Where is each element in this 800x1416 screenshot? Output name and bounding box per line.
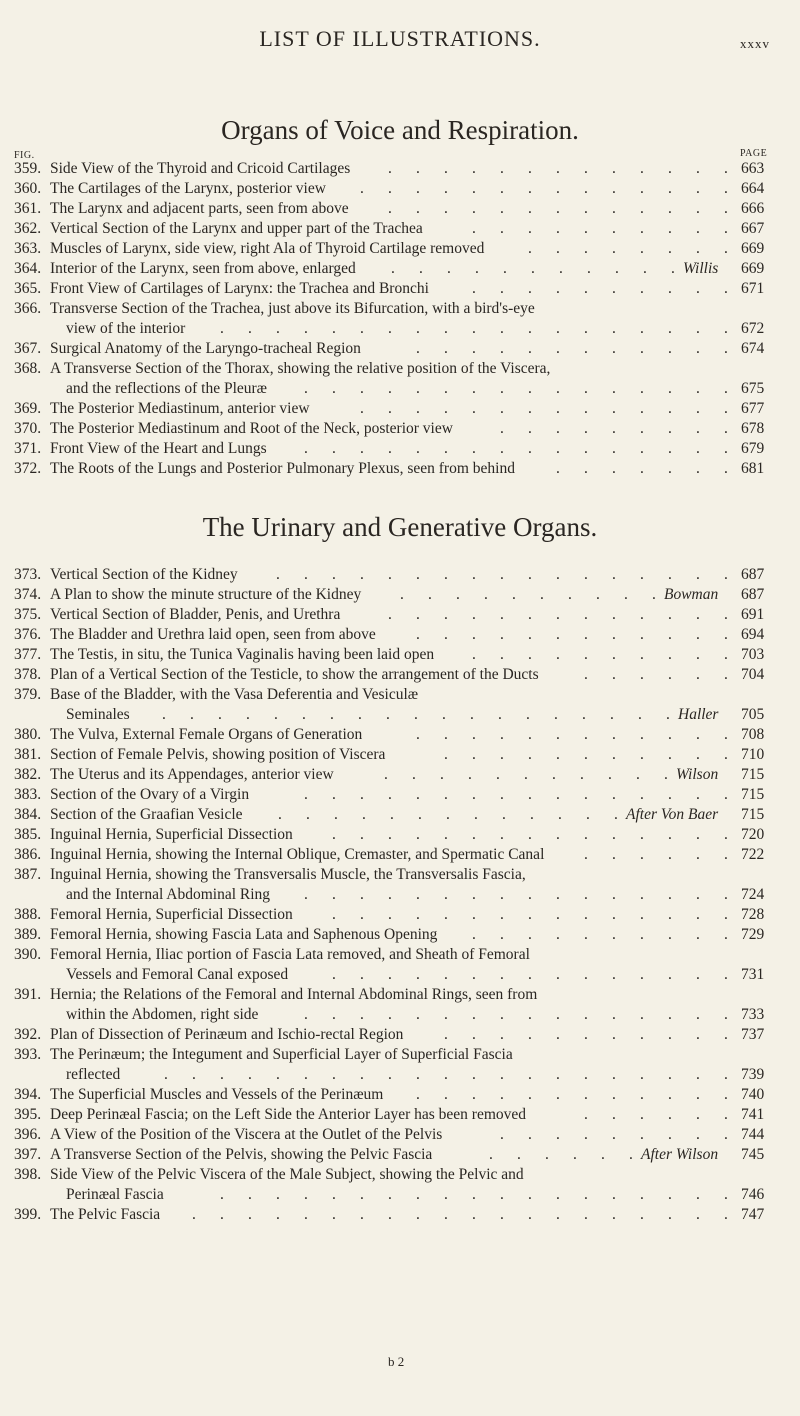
figure-author: Haller <box>678 706 719 723</box>
figure-number: 393. <box>14 1046 42 1063</box>
list-item: 370. The Posterior Mediastinum and Root of the Neck, posterior view . . . . . . . . . 678 <box>14 420 765 437</box>
figure-caption: Front View of the Heart and Lungs <box>50 440 267 457</box>
figure-caption-continuation: view of the interior <box>66 320 186 337</box>
page-number: 722 <box>741 846 765 863</box>
page-number: 741 <box>741 1106 765 1123</box>
list-item: 394. The Superficial Muscles and Vessels of the Perinæum . . . . . . . . . . . . 740 <box>14 1086 765 1103</box>
list-item: 385. Inguinal Hernia, Superficial Dissection . . . . . . . . . . . . . . . 720 <box>14 826 765 843</box>
list-item: 367. Surgical Anatomy of the Laryngo-tracheal Region . . . . . . . . . . . . 674 <box>14 340 765 357</box>
page-number: 672 <box>741 320 765 337</box>
figure-number: 399. <box>14 1206 42 1223</box>
list-item <box>0 359 800 379</box>
figure-caption: Femoral Hernia, Iliac portion of Fascia Lata removed, and Sheath of Femoral <box>50 946 530 963</box>
list-item: 374. A Plan to show the minute structure of the Kidney Bowman . . . . . . . . . . 687 <box>14 586 765 603</box>
list-item: 384. Section of the Graafian Vesicle After Von Baer . . . . . . . . . . . . . 715 <box>14 806 765 823</box>
figure-caption: Base of the Bladder, with the Vasa Deferentia and Vesiculæ <box>50 686 419 703</box>
figure-number: 396. <box>14 1126 42 1143</box>
page-number: 674 <box>741 340 765 357</box>
figure-author: Willis <box>683 260 719 277</box>
page-number: 691 <box>741 606 765 623</box>
figure-number: 387. <box>14 866 42 883</box>
figure-caption: Interior of the Larynx, seen from above, enlarged <box>50 260 356 277</box>
figure-number: 390. <box>14 946 42 963</box>
figure-number: 382. <box>14 766 42 783</box>
list-item: 363. Muscles of Larynx, side view, right Ala of Thyroid Cartilage removed . . . . . . . . 669 <box>14 240 765 257</box>
page-number: 667 <box>741 220 765 237</box>
page-number: 744 <box>741 1126 765 1143</box>
urinary-entry-list <box>0 565 800 1225</box>
figure-caption: Section of the Graafian Vesicle <box>50 806 243 823</box>
figure-number: 392. <box>14 1026 42 1043</box>
page-number: 687 <box>741 586 765 603</box>
page-number: 704 <box>741 666 765 683</box>
list-item <box>0 1165 800 1185</box>
figure-caption: The Larynx and adjacent parts, seen from above <box>50 200 349 217</box>
fig-column-label: FIG. <box>14 150 35 161</box>
figure-number: 359. <box>14 160 42 177</box>
figure-caption: Front View of Cartilages of Larynx: the Trachea and Bronchi <box>50 280 429 297</box>
list-item: 369. The Posterior Mediastinum, anterior view . . . . . . . . . . . . . . 677 <box>14 400 765 417</box>
list-item-continuation: and the Internal Abdominal Ring . . . . . . . . . . . . . . . . 724 <box>66 886 765 903</box>
figure-number: 374. <box>14 586 42 603</box>
page-number: 678 <box>741 420 765 437</box>
figure-number: 369. <box>14 400 42 417</box>
figure-number: 372. <box>14 460 42 477</box>
figure-caption: A Plan to show the minute structure of the Kidney <box>50 586 362 603</box>
figure-caption: Section of Female Pelvis, showing position of Viscera <box>50 746 386 763</box>
figure-caption: Vertical Section of the Larynx and upper part of the Trachea <box>50 220 423 237</box>
list-item: 382. The Uterus and its Appendages, anterior view Wilson . . . . . . . . . . . 715 <box>14 766 765 783</box>
page-number: 739 <box>741 1066 765 1083</box>
list-item: 375. Vertical Section of Bladder, Penis, and Urethra . . . . . . . . . . . . . 691 <box>14 606 765 623</box>
page-number: 708 <box>741 726 765 743</box>
figure-number: 366. <box>14 300 42 317</box>
figure-caption: Surgical Anatomy of the Laryngo-tracheal Region <box>50 340 361 357</box>
list-item: 381. Section of Female Pelvis, showing position of Viscera . . . . . . . . . . . 710 <box>14 746 765 763</box>
figure-author: Bowman <box>664 586 719 603</box>
figure-number: 398. <box>14 1166 42 1183</box>
list-item: 383. Section of the Ovary of a Virgin . . . . . . . . . . . . . . . . 715 <box>14 786 765 803</box>
section-heading-respiration: Organs of Voice and Respiration. <box>221 115 579 145</box>
figure-caption: The Posterior Mediastinum and Root of the Neck, posterior view <box>50 420 453 437</box>
figure-number: 379. <box>14 686 42 703</box>
figure-number: 375. <box>14 606 42 623</box>
figure-number: 389. <box>14 926 42 943</box>
figure-caption: Femoral Hernia, showing Fascia Lata and Saphenous Opening <box>50 926 438 943</box>
list-item: 378. Plan of a Vertical Section of the Testicle, to show the arrangement of the Ducts . . . . . . 704 <box>14 666 765 683</box>
list-item: 386. Inguinal Hernia, showing the Internal Oblique, Cremaster, and Spermatic Canal . . . . . . 722 <box>14 846 765 863</box>
figure-caption: A Transverse Section of the Thorax, showing the relative position of the Viscera, <box>50 360 551 377</box>
list-item <box>0 1045 800 1065</box>
page-number: 677 <box>741 400 765 417</box>
figure-caption: A View of the Position of the Viscera at the Outlet of the Pelvis <box>50 1126 443 1143</box>
figure-caption-continuation: and the Internal Abdominal Ring <box>66 886 271 903</box>
list-item: 371. Front View of the Heart and Lungs . . . . . . . . . . . . . . . . 679 <box>14 440 765 457</box>
page-number: 681 <box>741 460 765 477</box>
list-item-continuation: and the reflections of the Pleuræ . . . . . . . . . . . . . . . . 675 <box>66 380 765 397</box>
list-item: 359. Side View of the Thyroid and Cricoid Cartilages . . . . . . . . . . . . . 663 <box>14 160 765 177</box>
figure-caption: Inguinal Hernia, showing the Internal Oblique, Cremaster, and Spermatic Canal <box>50 846 545 863</box>
running-header-title: LIST OF ILLUSTRATIONS. <box>259 26 541 51</box>
list-item-continuation: Vessels and Femoral Canal exposed . . . . . . . . . . . . . . . 731 <box>66 966 765 983</box>
figure-number: 373. <box>14 566 42 583</box>
figure-number: 363. <box>14 240 42 257</box>
figure-caption: Plan of Dissection of Perinæum and Ischio-rectal Region <box>50 1026 404 1043</box>
figure-number: 391. <box>14 986 42 1003</box>
figure-number: 384. <box>14 806 42 823</box>
list-item: 399. The Pelvic Fascia . . . . . . . . . . . . . . . . . . . . 747 <box>14 1206 765 1223</box>
list-item: 377. The Testis, in situ, the Tunica Vaginalis having been laid open . . . . . . . . . . 703 <box>14 646 765 663</box>
figure-number: 385. <box>14 826 42 843</box>
figure-caption-continuation: Perinæal Fascia <box>66 1186 164 1203</box>
figure-number: 394. <box>14 1086 42 1103</box>
list-item: 372. The Roots of the Lungs and Posterior Pulmonary Plexus, seen from behind . . . . . . . 681 <box>14 460 765 477</box>
list-item: 373. Vertical Section of the Kidney . . . . . . . . . . . . . . . . . 687 <box>14 566 765 583</box>
page-number: 731 <box>741 966 765 983</box>
page-number: 669 <box>741 260 765 277</box>
page-number: 747 <box>741 1206 765 1223</box>
page-number: 687 <box>741 566 765 583</box>
respiration-entry-list <box>0 159 800 479</box>
list-item: 361. The Larynx and adjacent parts, seen from above . . . . . . . . . . . . . 666 <box>14 200 765 217</box>
list-item: 392. Plan of Dissection of Perinæum and Ischio-rectal Region . . . . . . . . . . . 737 <box>14 1026 765 1043</box>
figure-caption: Femoral Hernia, Superficial Dissection <box>50 906 293 923</box>
page-number: 666 <box>741 200 765 217</box>
figure-caption: Section of the Ovary of a Virgin <box>50 786 250 803</box>
page-number: 720 <box>741 826 765 843</box>
figure-number: 371. <box>14 440 42 457</box>
page-number: 669 <box>741 240 765 257</box>
figure-caption: The Testis, in situ, the Tunica Vaginalis having been laid open <box>50 646 435 663</box>
page-number: 737 <box>741 1026 765 1043</box>
figure-caption: Side View of the Thyroid and Cricoid Cartilages <box>50 160 351 177</box>
page-number: 694 <box>741 626 765 643</box>
figure-number: 365. <box>14 280 42 297</box>
page-number: 663 <box>741 160 765 177</box>
figure-author: After Wilson <box>641 1146 719 1163</box>
figure-number: 367. <box>14 340 42 357</box>
list-item: 364. Interior of the Larynx, seen from above, enlarged Willis . . . . . . . . . . . 669 <box>14 260 765 277</box>
figure-number: 376. <box>14 626 42 643</box>
figure-number: 377. <box>14 646 42 663</box>
figure-caption: The Roots of the Lungs and Posterior Pulmonary Plexus, seen from behind <box>50 460 515 477</box>
figure-caption: Inguinal Hernia, showing the Transversalis Muscle, the Transversalis Fascia, <box>50 866 526 883</box>
page-number: 675 <box>741 380 765 397</box>
page-number: 746 <box>741 1186 765 1203</box>
figure-caption-continuation: reflected <box>66 1066 121 1083</box>
figure-number: 368. <box>14 360 42 377</box>
figure-caption: The Cartilages of the Larynx, posterior view <box>50 180 326 197</box>
figure-caption: Inguinal Hernia, Superficial Dissection <box>50 826 293 843</box>
figure-caption: Transverse Section of the Trachea, just above its Bifurcation, with a bird's-eye <box>50 300 535 317</box>
page-number: 724 <box>741 886 765 903</box>
list-item: 389. Femoral Hernia, showing Fascia Lata and Saphenous Opening . . . . . . . . . . 729 <box>14 926 765 943</box>
figure-caption-continuation: within the Abdomen, right side <box>66 1006 259 1023</box>
figure-caption: Side View of the Pelvic Viscera of the Male Subject, showing the Pelvic and <box>50 1166 524 1183</box>
page-number: 728 <box>741 906 765 923</box>
list-item-continuation: view of the interior . . . . . . . . . . . . . . . . . . . 672 <box>66 320 765 337</box>
list-item: 360. The Cartilages of the Larynx, posterior view . . . . . . . . . . . . . . 664 <box>14 180 765 197</box>
list-item-continuation: within the Abdomen, right side . . . . . . . . . . . . . . . . 733 <box>66 1006 765 1023</box>
list-item-continuation: Seminales Haller . . . . . . . . . . . . . . . . . . . 705 <box>66 706 765 723</box>
page-number: 715 <box>741 766 765 783</box>
figure-caption: The Bladder and Urethra laid open, seen from above <box>50 626 376 643</box>
figure-caption: The Posterior Mediastinum, anterior view <box>50 400 310 417</box>
page-number: 745 <box>741 1146 765 1163</box>
figure-number: 395. <box>14 1106 42 1123</box>
page-number: 664 <box>741 180 765 197</box>
figure-number: 361. <box>14 200 42 217</box>
figure-caption-continuation: Vessels and Femoral Canal exposed <box>66 966 289 983</box>
figure-number: 397. <box>14 1146 42 1163</box>
figure-number: 380. <box>14 726 42 743</box>
figure-caption-continuation: and the reflections of the Pleuræ <box>66 380 268 397</box>
list-item <box>0 685 800 705</box>
page-number: 671 <box>741 280 765 297</box>
figure-number: 383. <box>14 786 42 803</box>
page-number: 729 <box>741 926 765 943</box>
figure-number: 364. <box>14 260 42 277</box>
list-item: 376. The Bladder and Urethra laid open, seen from above . . . . . . . . . . . . 694 <box>14 626 765 643</box>
figure-caption: The Uterus and its Appendages, anterior view <box>50 766 334 783</box>
page-number: 703 <box>741 646 765 663</box>
page-number: 715 <box>741 806 765 823</box>
list-item: 362. Vertical Section of the Larynx and upper part of the Trachea . . . . . . . . . . 667 <box>14 220 765 237</box>
figure-caption: Plan of a Vertical Section of the Testicle, to show the arrangement of the Ducts <box>50 666 539 683</box>
list-item-continuation: reflected . . . . . . . . . . . . . . . . . . . . . 739 <box>66 1066 765 1083</box>
list-item <box>0 945 800 965</box>
figure-caption: The Vulva, External Female Organs of Generation <box>50 726 363 743</box>
list-item-continuation: Perinæal Fascia . . . . . . . . . . . . . . . . . . . 746 <box>66 1186 765 1203</box>
list-item <box>0 299 800 319</box>
list-item: 365. Front View of Cartilages of Larynx: the Trachea and Bronchi . . . . . . . . . . 671 <box>14 280 765 297</box>
list-item: 396. A View of the Position of the Viscera at the Outlet of the Pelvis . . . . . . . . . 744 <box>14 1126 765 1143</box>
figure-number: 386. <box>14 846 42 863</box>
list-item: 380. The Vulva, External Female Organs of Generation . . . . . . . . . . . . 708 <box>14 726 765 743</box>
section-heading-urinary: The Urinary and Generative Organs. <box>202 512 598 542</box>
figure-caption: The Pelvic Fascia <box>50 1206 161 1223</box>
page-column-label: PAGE <box>740 148 768 159</box>
figure-caption: Hernia; the Relations of the Femoral and Internal Abdominal Rings, seen from <box>50 986 538 1003</box>
figure-caption: Muscles of Larynx, side view, right Ala of Thyroid Cartilage removed <box>50 240 485 257</box>
signature-mark: b 2 <box>388 1354 405 1369</box>
list-item <box>0 985 800 1005</box>
page-number: 740 <box>741 1086 765 1103</box>
figure-caption: A Transverse Section of the Pelvis, showing the Pelvic Fascia <box>50 1146 433 1163</box>
page-number: 733 <box>741 1006 765 1023</box>
list-item: 397. A Transverse Section of the Pelvis, showing the Pelvic Fascia After Wilson . . . . . . 745 <box>14 1146 765 1163</box>
list-item: 395. Deep Perinæal Fascia; on the Left Side the Anterior Layer has been removed . . . . . . 741 <box>14 1106 765 1123</box>
figure-caption: Vertical Section of the Kidney <box>50 566 238 583</box>
page-number: 679 <box>741 440 765 457</box>
figure-number: 362. <box>14 220 42 237</box>
running-header-page-number: xxxv <box>740 36 770 51</box>
list-item <box>0 865 800 885</box>
page-number: 705 <box>741 706 765 723</box>
figure-number: 381. <box>14 746 42 763</box>
figure-caption-continuation: Seminales <box>66 706 130 723</box>
figure-number: 378. <box>14 666 42 683</box>
list-item: 388. Femoral Hernia, Superficial Dissection . . . . . . . . . . . . . . . 728 <box>14 906 765 923</box>
figure-caption: The Perinæum; the Integument and Superficial Layer of Superficial Fascia <box>50 1046 513 1063</box>
page-number: 710 <box>741 746 765 763</box>
figure-caption: The Superficial Muscles and Vessels of the Perinæum <box>50 1086 384 1103</box>
figure-author: After Von Baer <box>626 806 719 823</box>
figure-number: 370. <box>14 420 42 437</box>
page-number: 715 <box>741 786 765 803</box>
figure-number: 388. <box>14 906 42 923</box>
figure-caption: Vertical Section of Bladder, Penis, and Urethra <box>50 606 341 623</box>
figure-caption: Deep Perinæal Fascia; on the Left Side the Anterior Layer has been removed <box>50 1106 527 1123</box>
figure-number: 360. <box>14 180 42 197</box>
figure-author: Wilson <box>676 766 719 783</box>
